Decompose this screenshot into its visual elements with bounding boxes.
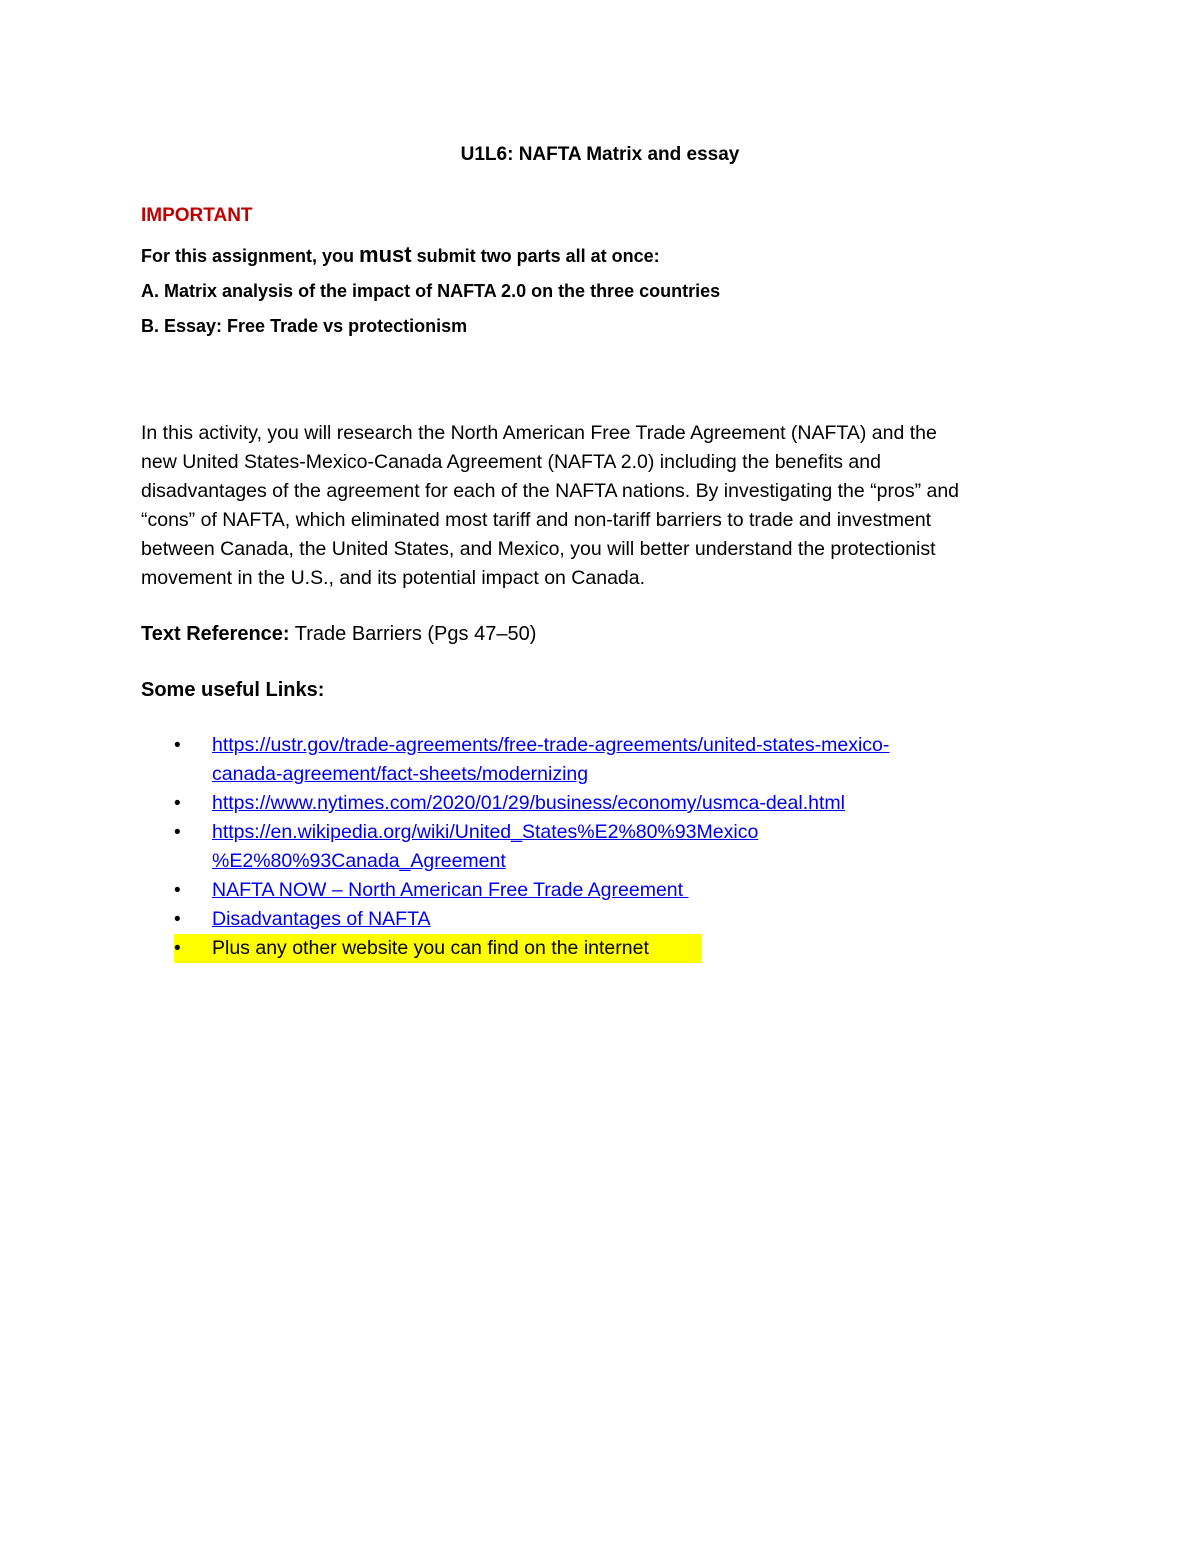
text-reference-value: Trade Barriers (Pgs 47–50) — [289, 623, 537, 645]
link-wikipedia[interactable] — [212, 818, 1200, 876]
bullet-icon: • — [174, 938, 181, 959]
link-line: https://ustr.gov/trade-agreements/free-trade-agreements/united-states-mexico- — [212, 734, 890, 756]
bullet-icon: • — [174, 909, 181, 930]
paragraph-line: In this activity, you will research the North American Free Trade Agreement (NAFTA) and the — [141, 422, 937, 444]
list-item — [0, 731, 1200, 789]
link-line: https://en.wikipedia.org/wiki/United_States%E2%80%93Mexico — [212, 821, 759, 843]
bullet-icon: • — [174, 880, 181, 901]
paragraph-line: new United States-Mexico-Canada Agreement (NAFTA 2.0) including the benefits and — [141, 451, 881, 473]
instruction-emphasis: must — [359, 242, 412, 267]
instruction-text-start: For this assignment, you — [141, 246, 360, 266]
part-b-line: B. Essay: Free Trade vs protectionism — [141, 316, 468, 336]
list-item — [0, 905, 1200, 934]
important-label: IMPORTANT — [141, 205, 253, 226]
list-item — [0, 789, 1200, 818]
links-heading: Some useful Links: — [141, 679, 325, 701]
links-list — [0, 731, 1200, 963]
highlighted-text: Plus any other website you can find on the internet — [212, 937, 649, 959]
instruction-text-end: submit two parts all at once: — [411, 246, 660, 266]
paragraph-line: movement in the U.S., and its potential impact on Canada. — [141, 567, 646, 589]
link-disadvantages[interactable] — [212, 905, 1200, 934]
bullet-icon: • — [174, 822, 181, 843]
text-reference — [141, 620, 536, 648]
link-line: NAFTA NOW – North American Free Trade Agreement — [212, 879, 689, 901]
paragraph-line: disadvantages of the agreement for each of the NAFTA nations. By investigating the “pros” and — [141, 480, 960, 502]
paragraph-line: “cons” of NAFTA, which eliminated most tariff and non-tariff barriers to trade and investment — [141, 509, 932, 531]
part-a-line: A. Matrix analysis of the impact of NAFTA 2.0 on the three countries — [141, 281, 721, 301]
document-title: U1L6: NAFTA Matrix and essay — [460, 144, 740, 165]
list-item — [0, 876, 1200, 905]
list-item — [0, 818, 1200, 876]
highlighted-list-item — [0, 934, 1200, 963]
text-reference-label: Text Reference: — [141, 623, 290, 645]
link-line: canada-agreement/fact-sheets/modernizing — [212, 763, 589, 785]
instruction-line — [141, 242, 660, 269]
link-nafta-now[interactable] — [212, 876, 1200, 905]
bullet-icon: • — [174, 735, 181, 756]
link-ustr[interactable] — [212, 731, 1200, 789]
paragraph-line: between Canada, the United States, and Mexico, you will better understand the protectionist — [141, 538, 936, 560]
link-nytimes[interactable] — [212, 789, 1200, 818]
bullet-icon: • — [174, 793, 181, 814]
link-line: %E2%80%93Canada_Agreement — [212, 850, 506, 872]
link-line: Disadvantages of NAFTA — [212, 908, 431, 930]
link-line: https://www.nytimes.com/2020/01/29/business/economy/usmca-deal.html — [212, 792, 845, 814]
activity-paragraph — [141, 419, 1061, 593]
